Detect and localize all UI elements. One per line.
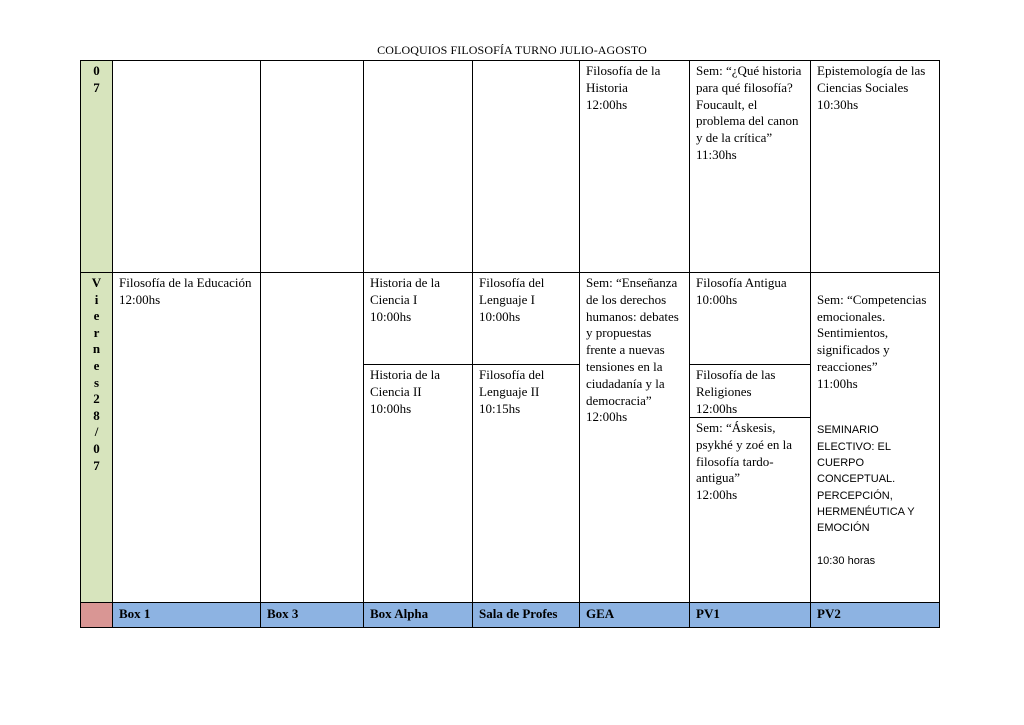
- page-title: COLOQUIOS FILOSOFÍA TURNO JULIO-AGOSTO: [377, 43, 647, 57]
- cell-row2-alpha-bottom: Historia de la Ciencia II 10:00hs: [364, 365, 473, 603]
- cell-row2-gea: Sem: “Enseñanza de los derechos humanos: debates y propuestas frente a nuevas tensiones en la ciudadanía y la democracia” 12:00hs: [580, 273, 690, 603]
- cell-row2-box1: Filosofía de la Educación 12:00hs: [113, 273, 261, 603]
- day-char: 7: [93, 457, 100, 473]
- day-char: e: [93, 357, 100, 373]
- day-char: 8: [93, 407, 100, 423]
- footer-room-gea: GEA: [580, 603, 690, 627]
- cell-row1-gea: Filosofía de la Historia 12:00hs: [580, 61, 690, 273]
- cell-row1-pv2: Epistemología de las Ciencias Sociales 10:30hs: [811, 61, 939, 273]
- schedule-table: [80, 60, 940, 628]
- footer-room-pv2: PV2: [811, 603, 939, 627]
- cell-row2-profes-bottom: Filosofía del Lenguaje II 10:15hs: [473, 365, 580, 603]
- day-char: r: [93, 324, 100, 340]
- day-cell-row2: [81, 273, 113, 603]
- cell-row1-box3: [261, 61, 364, 273]
- footer-room-sala-profes: Sala de Profes: [473, 603, 580, 627]
- cell-row2-pv2: [811, 273, 939, 603]
- cell-row1-box1: [113, 61, 261, 273]
- day-cell-row1: [81, 61, 113, 273]
- day-char: 0: [93, 440, 100, 456]
- cell-row2-pv1-c: Sem: “Áskesis, psykhé y zoé en la filosofía tardo-antigua” 12:00hs: [690, 418, 811, 603]
- footer-corner: [81, 603, 113, 627]
- day-char: 2: [93, 391, 100, 407]
- cell-row2-pv1-b: Filosofía de las Religiones 12:00hs: [690, 365, 811, 418]
- day-char: 0: [93, 63, 100, 78]
- cell-row2-pv2-seminar: SEMINARIO ELECTIVO: EL CUERPO CONCEPTUAL. PERCEPCIÓN, HERMENÉUTICA Y EMOCIÓN 10:30 horas: [817, 424, 915, 567]
- day-char: i: [94, 291, 99, 307]
- cell-row1-pv1: Sem: “¿Qué historia para qué filosofía? Foucault, el problema del canon y de la crítica” 11:30hs: [690, 61, 811, 273]
- footer-room-box-alpha: Box Alpha: [364, 603, 473, 627]
- cell-row2-box3: [261, 273, 364, 603]
- day-char: s: [93, 374, 100, 390]
- cell-row1-alpha: [364, 61, 473, 273]
- day-char: 7: [93, 79, 100, 95]
- footer-room-pv1: PV1: [690, 603, 811, 627]
- footer-room-box3: Box 3: [261, 603, 364, 627]
- cell-row2-profes-top: Filosofía del Lenguaje I 10:00hs: [473, 273, 580, 365]
- day-char: V: [91, 275, 102, 290]
- cell-row2-pv1-a: Filosofía Antigua 10:00hs: [690, 273, 811, 365]
- day-char: n: [92, 341, 101, 357]
- day-char: /: [94, 424, 99, 440]
- cell-row2-pv2-main: Sem: “Competencias emocionales. Sentimientos, significados y reacciones” 11:00hs: [817, 291, 927, 391]
- day-char: e: [93, 308, 100, 324]
- cell-row1-profes: [473, 61, 580, 273]
- cell-row2-alpha-top: Historia de la Ciencia I 10:00hs: [364, 273, 473, 365]
- footer-room-box1: Box 1: [113, 603, 261, 627]
